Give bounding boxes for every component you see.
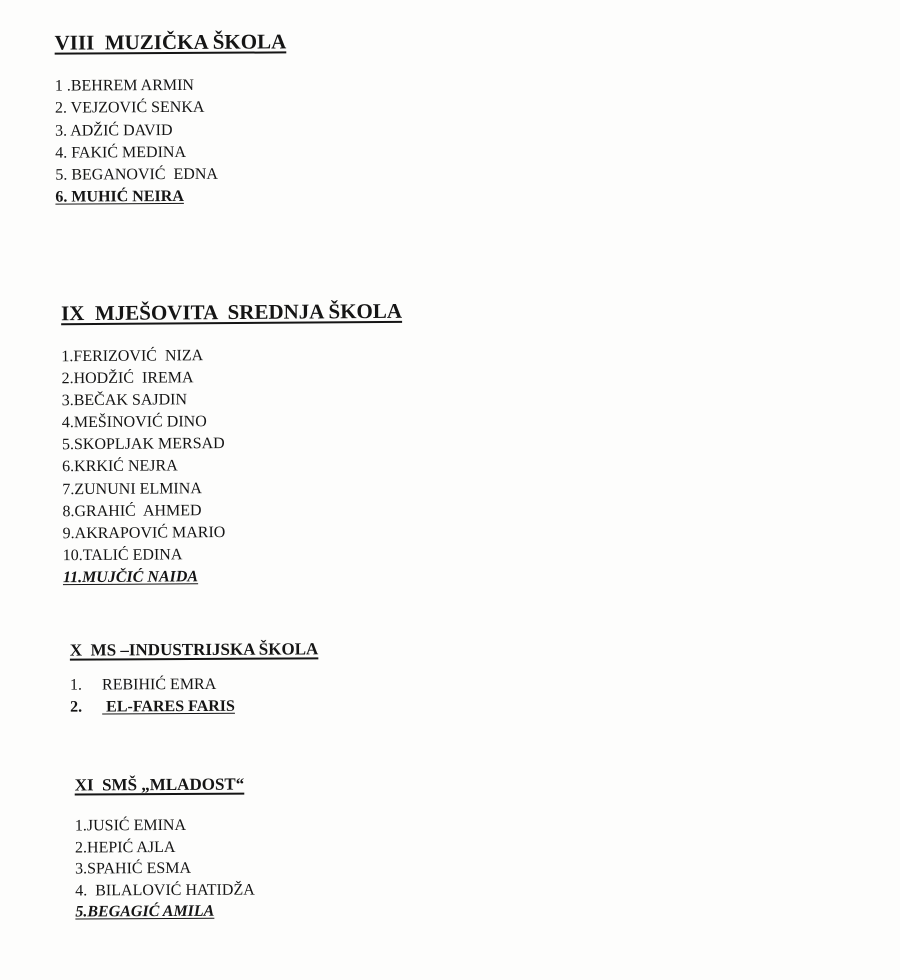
list-item — [61, 366, 402, 390]
list-item — [75, 901, 255, 923]
list-item — [75, 858, 255, 880]
student-name: 1 .BEHREM ARMIN — [54, 76, 194, 95]
list-item — [63, 543, 404, 567]
student-name: 4. FAKIĆ MEDINA — [55, 143, 187, 162]
list-item — [55, 74, 287, 98]
list-item — [62, 454, 403, 478]
list-item — [55, 119, 287, 143]
section-heading: IX MJEŠOVITA SREDNJA ŠKOLA — [60, 298, 403, 326]
student-name: EL-FARES FARIS — [102, 698, 235, 716]
student-name: 3.SPAHIĆ ESMA — [75, 859, 192, 878]
student-name: 1.JUSIĆ EMINA — [74, 816, 187, 835]
list-item — [55, 164, 287, 188]
student-name: 10.TALIĆ EDINA — [62, 546, 183, 565]
list-item — [61, 344, 402, 368]
list-item — [70, 673, 319, 697]
student-name: 1.FERIZOVIĆ NIZA — [61, 347, 204, 366]
list-item — [63, 565, 404, 589]
student-name: 6.KRKIĆ NEJRA — [62, 457, 178, 476]
list-item — [62, 498, 403, 522]
student-list — [75, 815, 255, 923]
list-item — [75, 879, 255, 901]
item-number: 2. — [70, 698, 83, 716]
item-number: 1. — [69, 676, 83, 694]
student-name: 2.HODŽIĆ IREMA — [61, 369, 194, 388]
section-heading: VIII MUZIČKA ŠKOLA — [54, 29, 287, 55]
student-name: 4.MEŠINOVIĆ DINO — [61, 413, 207, 432]
student-name: 6. MUHIĆ NEIRA — [55, 188, 184, 207]
student-name: 2.HEPIĆ AJLA — [74, 838, 176, 856]
list-item — [63, 521, 404, 545]
list-item — [62, 432, 403, 456]
student-name: 2. VEJZOVIĆ SENKA — [54, 99, 205, 117]
list-item — [62, 476, 403, 500]
student-name: 5.BEGAGIĆ AMILA — [75, 902, 215, 921]
section-sms-mladost — [75, 775, 255, 923]
student-name: REBIHIĆ EMRA — [101, 675, 217, 694]
list-item — [55, 97, 287, 121]
list-item — [55, 141, 287, 165]
student-name: 9.AKRAPOVIĆ MARIO — [62, 523, 226, 542]
list-item — [75, 836, 255, 858]
student-name: 11.MUJČIĆ NAIDA — [62, 568, 199, 587]
student-name: 5.SKOPLJAK MERSAD — [61, 435, 225, 454]
student-list — [55, 74, 287, 209]
student-name: 7.ZUNUNI ELMINA — [62, 479, 202, 498]
list-item — [55, 186, 287, 210]
section-heading: XI SMŠ „MLADOST“ — [74, 774, 245, 795]
section-mjesovita-srednja-skola — [61, 299, 404, 589]
section-muzicka-skola — [55, 29, 288, 209]
list-item — [70, 696, 319, 720]
section-industrijska-skola — [70, 639, 319, 719]
student-name: 3.BEČAK SAJDIN — [61, 391, 188, 410]
student-list — [61, 344, 404, 589]
list-item — [62, 410, 403, 434]
student-name: 8.GRAHIĆ AHMED — [62, 501, 202, 520]
list-item — [75, 815, 255, 837]
section-heading: X MS –INDUSTRIJSKA ŠKOLA — [69, 639, 319, 660]
student-name: 3. ADŽIĆ DAVID — [55, 121, 173, 140]
list-item — [62, 388, 403, 412]
student-list — [70, 673, 319, 719]
student-name: 5. BEGANOVIĆ EDNA — [55, 165, 218, 184]
student-name: 4. BILALOVIĆ HATIDŽA — [75, 881, 255, 899]
